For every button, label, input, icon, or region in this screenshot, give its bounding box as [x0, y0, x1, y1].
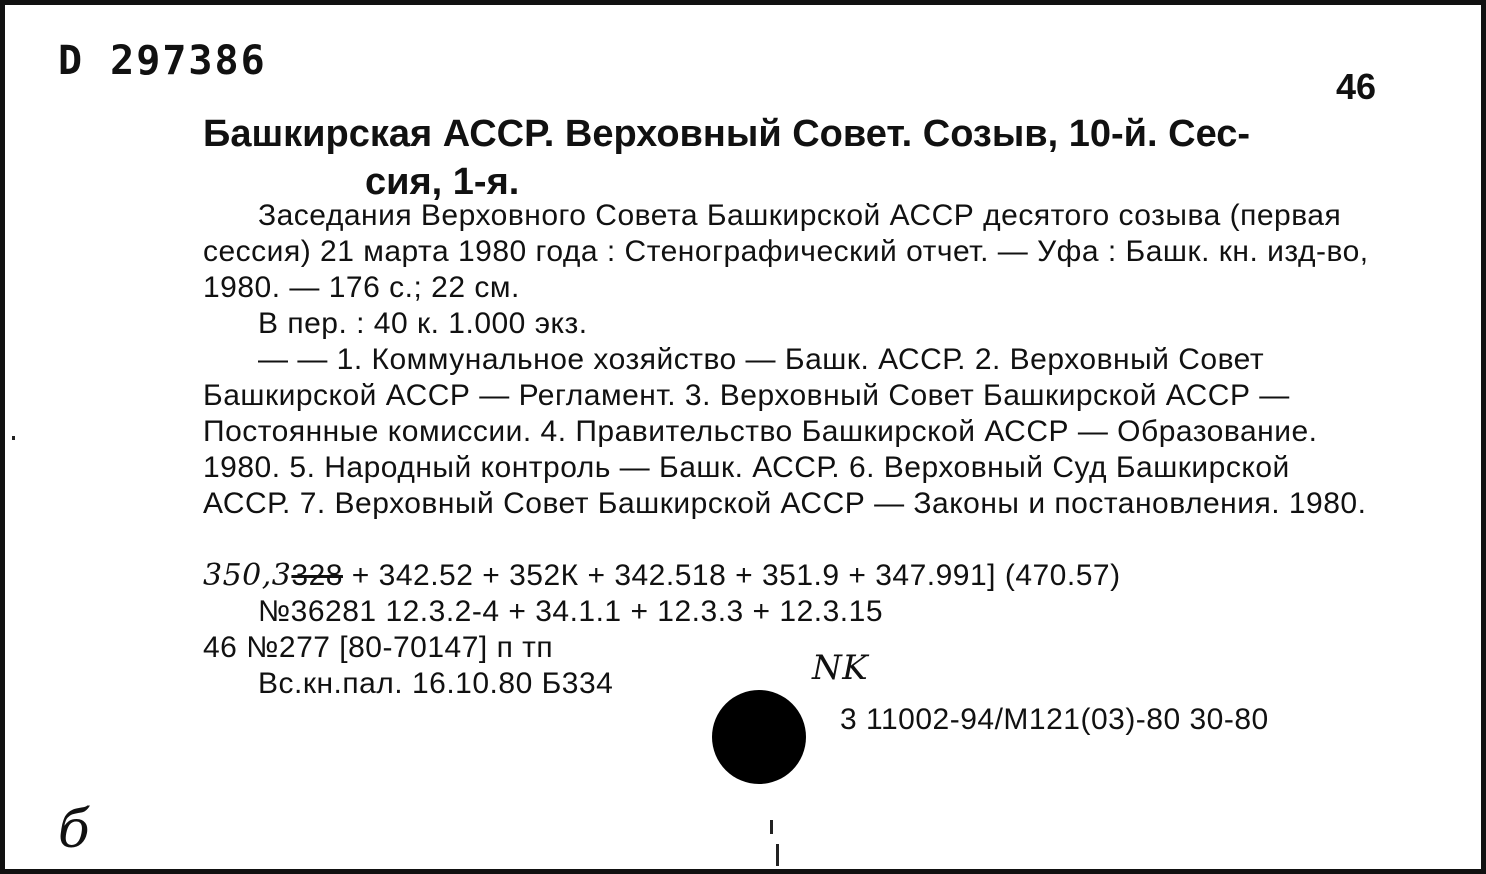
punch-hole: [712, 690, 806, 784]
classification-struck: 328: [291, 559, 343, 592]
classification-handwritten: 350,3: [203, 558, 292, 593]
tear-mark: [770, 820, 773, 834]
heading-line-2: сия, 1-я.: [365, 161, 520, 203]
bibliographic-description: Заседания Верховного Совета Башкирской АССР десятого созыва (первая сессия) 21 марта 1980 года : Стенографический отчет. — Уфа : Башк. кн. изд-во, 1980. — 176 с.; 22 см.: [203, 199, 1369, 304]
subject-headings: — — 1. Коммунальное хозяйство — Башк. АССР. 2. Верховный Совет Башкирской АССР — Регламент. 3. Верховный Совет Башкирской АССР — Постоянные комиссии. 4. Правительство Башкирской АССР — Образование. 1980. 5. Народный контроль — Башк. АССР. 6. Верховный Суд Башкирской АССР. 7. Верховный Совет Башкирской АССР — Законы и постановления. 1980.: [203, 343, 1367, 520]
catalog-code: 3 11002-94/М121(03)-80 30-80: [840, 703, 1269, 736]
classification-rest: + 342.52 + 352К + 342.518 + 351.9 + 347.991] (470.57): [351, 559, 1121, 592]
date-line: Вс.кн.пал. 16.10.80 Б334: [258, 667, 614, 700]
card-number: 46: [1335, 66, 1376, 107]
margin-handwritten-mark: б: [58, 800, 90, 860]
tear-mark: [776, 844, 779, 866]
card-stamp-id: D 297386: [58, 38, 267, 84]
classification-line-1: [203, 558, 1121, 594]
heading-line-1: Башкирская АССР. Верховный Совет. Созыв, 10-й. Сес-: [203, 113, 1251, 155]
margin-dot: [12, 436, 15, 440]
classification-line-2: №36281 12.3.2-4 + 34.1.1 + 12.3.3 + 12.3.15: [258, 595, 884, 628]
handwritten-initials: NK: [812, 648, 869, 688]
card-heading: [203, 110, 1378, 206]
order-line: 46 №277 [80-70147] п тп: [203, 631, 554, 664]
price-line: В пер. : 40 к. 1.000 экз.: [258, 307, 588, 340]
